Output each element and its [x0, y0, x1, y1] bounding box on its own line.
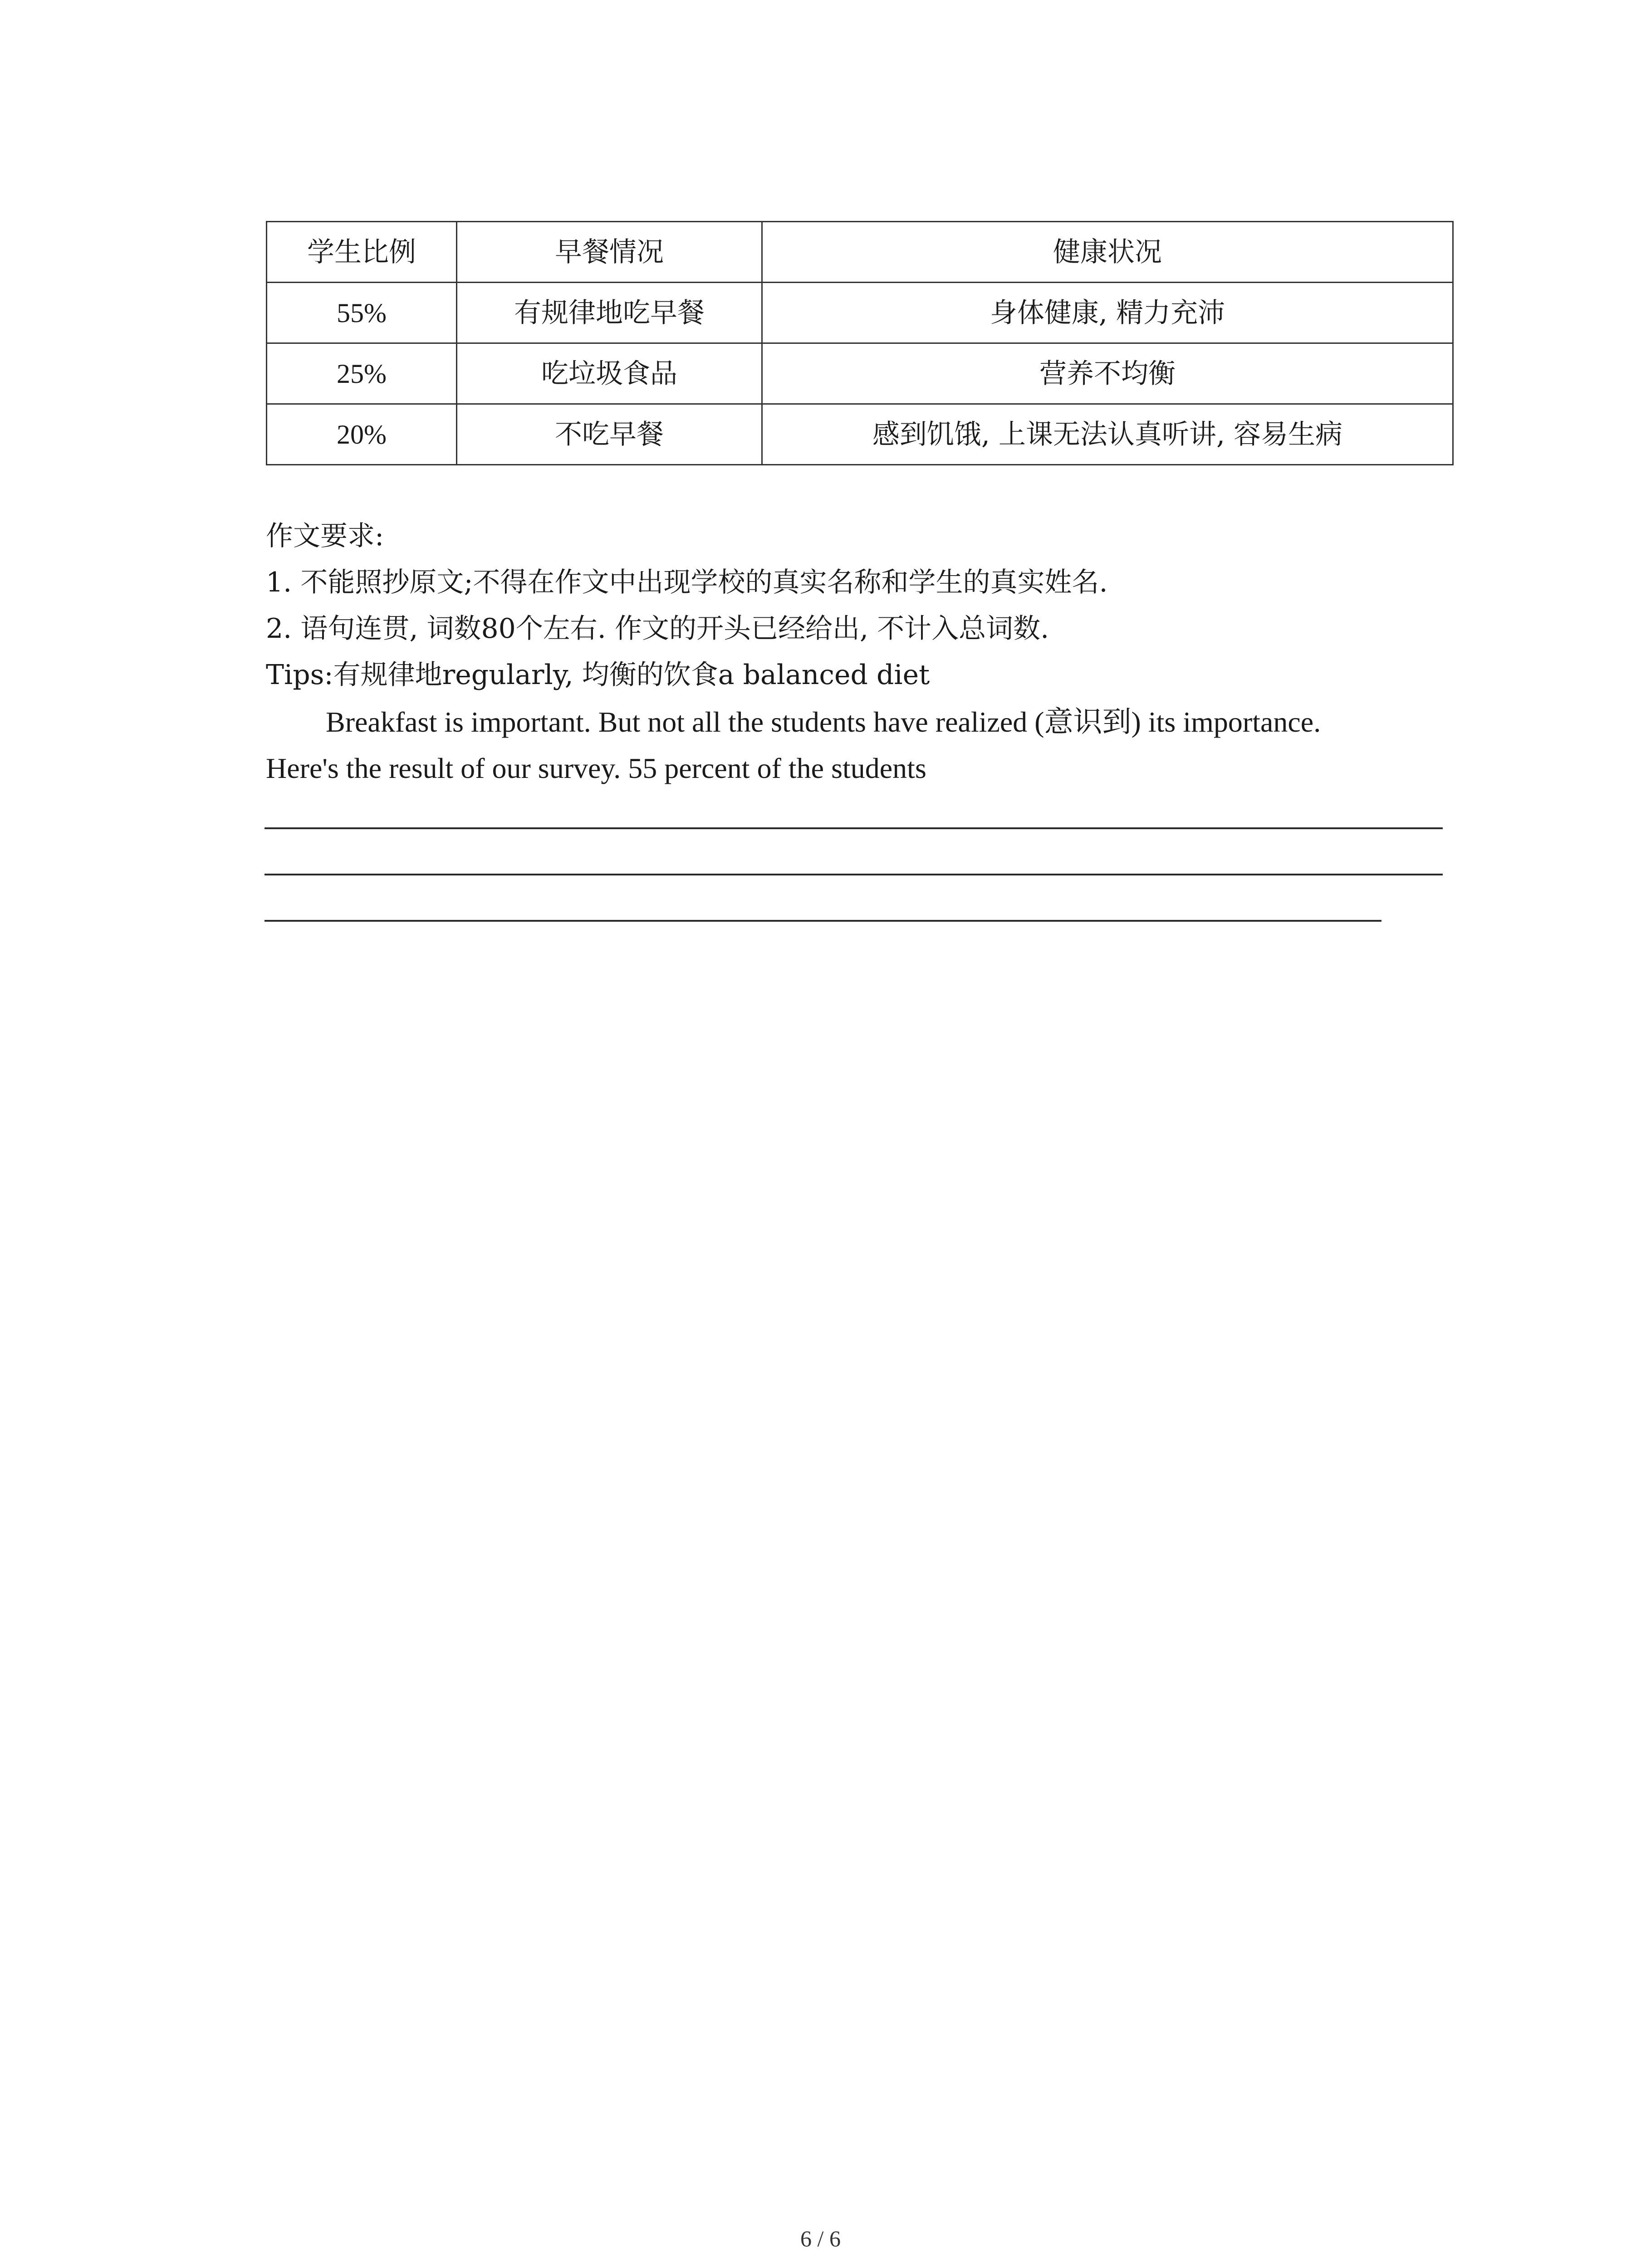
- table-row: [267, 283, 1453, 343]
- table-row: [267, 404, 1453, 465]
- answer-line[interactable]: [265, 874, 1443, 875]
- cell-ratio: 25%: [267, 343, 457, 404]
- page-indicator: 6 / 6: [800, 2226, 841, 2251]
- requirement-item-2: 2. 语句连贯, 词数80个左右. 作文的开头已经给出, 不计入总词数.: [266, 613, 1049, 645]
- cell-ratio: 20%: [267, 404, 457, 465]
- survey-table: [266, 221, 1454, 465]
- cell-health: 营养不均衡: [762, 343, 1453, 404]
- header-cell-breakfast: 早餐情况: [457, 222, 762, 283]
- answer-line[interactable]: [265, 827, 1443, 829]
- table-header-row: [267, 222, 1453, 283]
- table-row: [267, 343, 1453, 404]
- cell-health: 身体健康, 精力充沛: [762, 283, 1453, 343]
- cell-breakfast: 不吃早餐: [457, 404, 762, 465]
- header-cell-health: 健康状况: [762, 222, 1453, 283]
- cell-ratio: 55%: [267, 283, 457, 343]
- header-cell-ratio: 学生比例: [267, 222, 457, 283]
- passage-line-2: Here's the result of our survey. 55 percent of the students: [266, 752, 926, 784]
- tips-line: Tips:有规律地regularly, 均衡的饮食a balanced diet: [266, 659, 930, 691]
- cell-breakfast: 有规律地吃早餐: [457, 283, 762, 343]
- cell-health: 感到饥饿, 上课无法认真听讲, 容易生病: [762, 404, 1453, 465]
- requirements-title: 作文要求:: [266, 520, 384, 552]
- answer-line[interactable]: [265, 920, 1381, 922]
- passage-line-1: Breakfast is important. But not all the students have realized (意识到) its importance.: [326, 706, 1321, 738]
- requirement-item-1: 1. 不能照抄原文;不得在作文中出现学校的真实名称和学生的真实姓名.: [266, 567, 1108, 598]
- cell-breakfast: 吃垃圾食品: [457, 343, 762, 404]
